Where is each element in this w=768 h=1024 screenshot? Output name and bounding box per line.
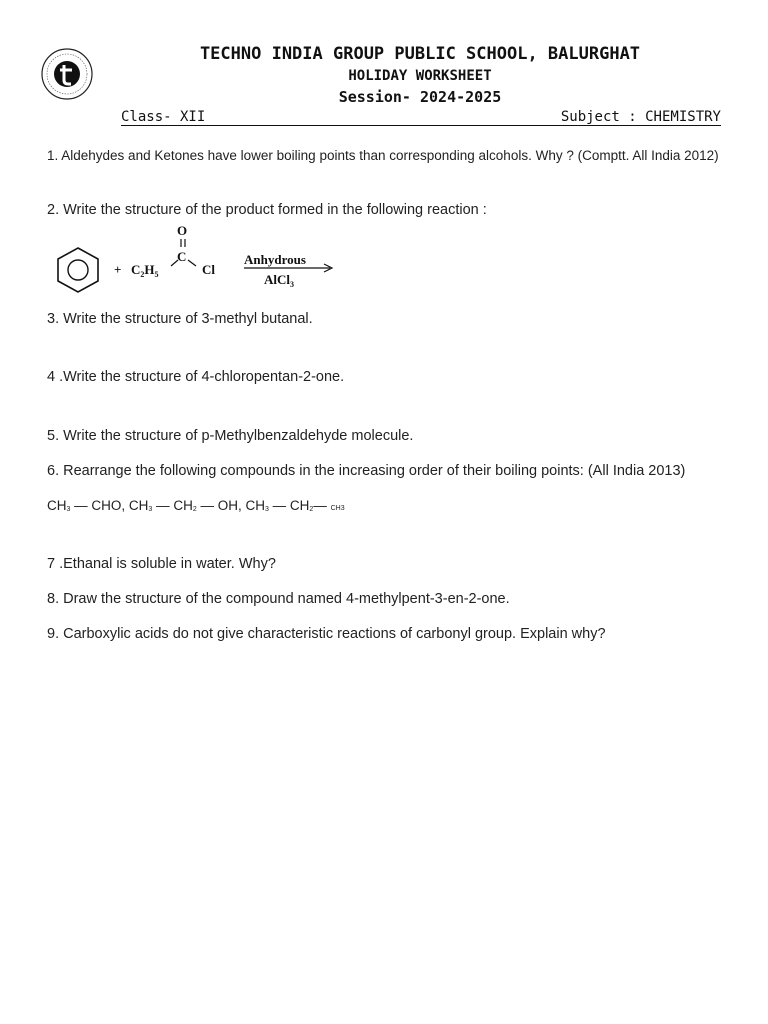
- ethyl-group: $C_2H_5$: [131, 262, 159, 279]
- benzene-ring-icon: [58, 248, 98, 292]
- question-8: 8. Draw the structure of the compound named 4-methylpent-3-en-2-one.: [47, 591, 510, 607]
- reagent-bottom: AlCl$_3$: [264, 272, 294, 289]
- school-logo-icon: [37, 47, 97, 101]
- question-4: 4 .Write the structure of 4-chloropentan-2-one.: [47, 369, 345, 385]
- compound-list: $CH_3$ — CHO, $CH_3$ — $CH_2$ — OH, $CH_3$ — $CH_2—$ CH3: [47, 498, 345, 513]
- question-3: 3. Write the structure of 3-methyl butanal.: [47, 311, 313, 327]
- question-9: 9. Carboxylic acids do not give characteristic reactions of carbonyl group. Explain why?: [47, 626, 606, 642]
- question-7: 7 .Ethanal is soluble in water. Why?: [47, 556, 276, 572]
- school-name: TECHNO INDIA GROUP PUBLIC SCHOOL, BALURGHAT: [199, 44, 641, 64]
- subject-label: Subject : CHEMISTRY: [560, 109, 721, 125]
- plus-sign: +: [114, 262, 122, 277]
- class-subject-line: [121, 109, 721, 126]
- oxygen-atom: O: [177, 223, 188, 238]
- question-6: 6. Rearrange the following compounds in the increasing order of their boiling points: (All India 2013): [47, 463, 686, 479]
- carbonyl-carbon: C: [177, 249, 187, 264]
- question-5: 5. Write the structure of p-Methylbenzaldehyde molecule.: [47, 428, 414, 444]
- session-label: Session- 2024-2025: [338, 88, 502, 106]
- reaction-diagram: [50, 220, 350, 300]
- chlorine-atom: Cl: [202, 262, 215, 277]
- class-label: Class- XII: [121, 109, 206, 125]
- question-2: 2. Write the structure of the product formed in the following reaction :: [47, 202, 487, 218]
- question-1: 1. Aldehydes and Ketones have lower boiling points than corresponding alcohols. Why ? (Comptt. All India 2012): [47, 148, 719, 163]
- worksheet-title: HOLIDAY WORKSHEET: [348, 68, 492, 84]
- reagent-top: Anhydrous: [244, 252, 306, 267]
